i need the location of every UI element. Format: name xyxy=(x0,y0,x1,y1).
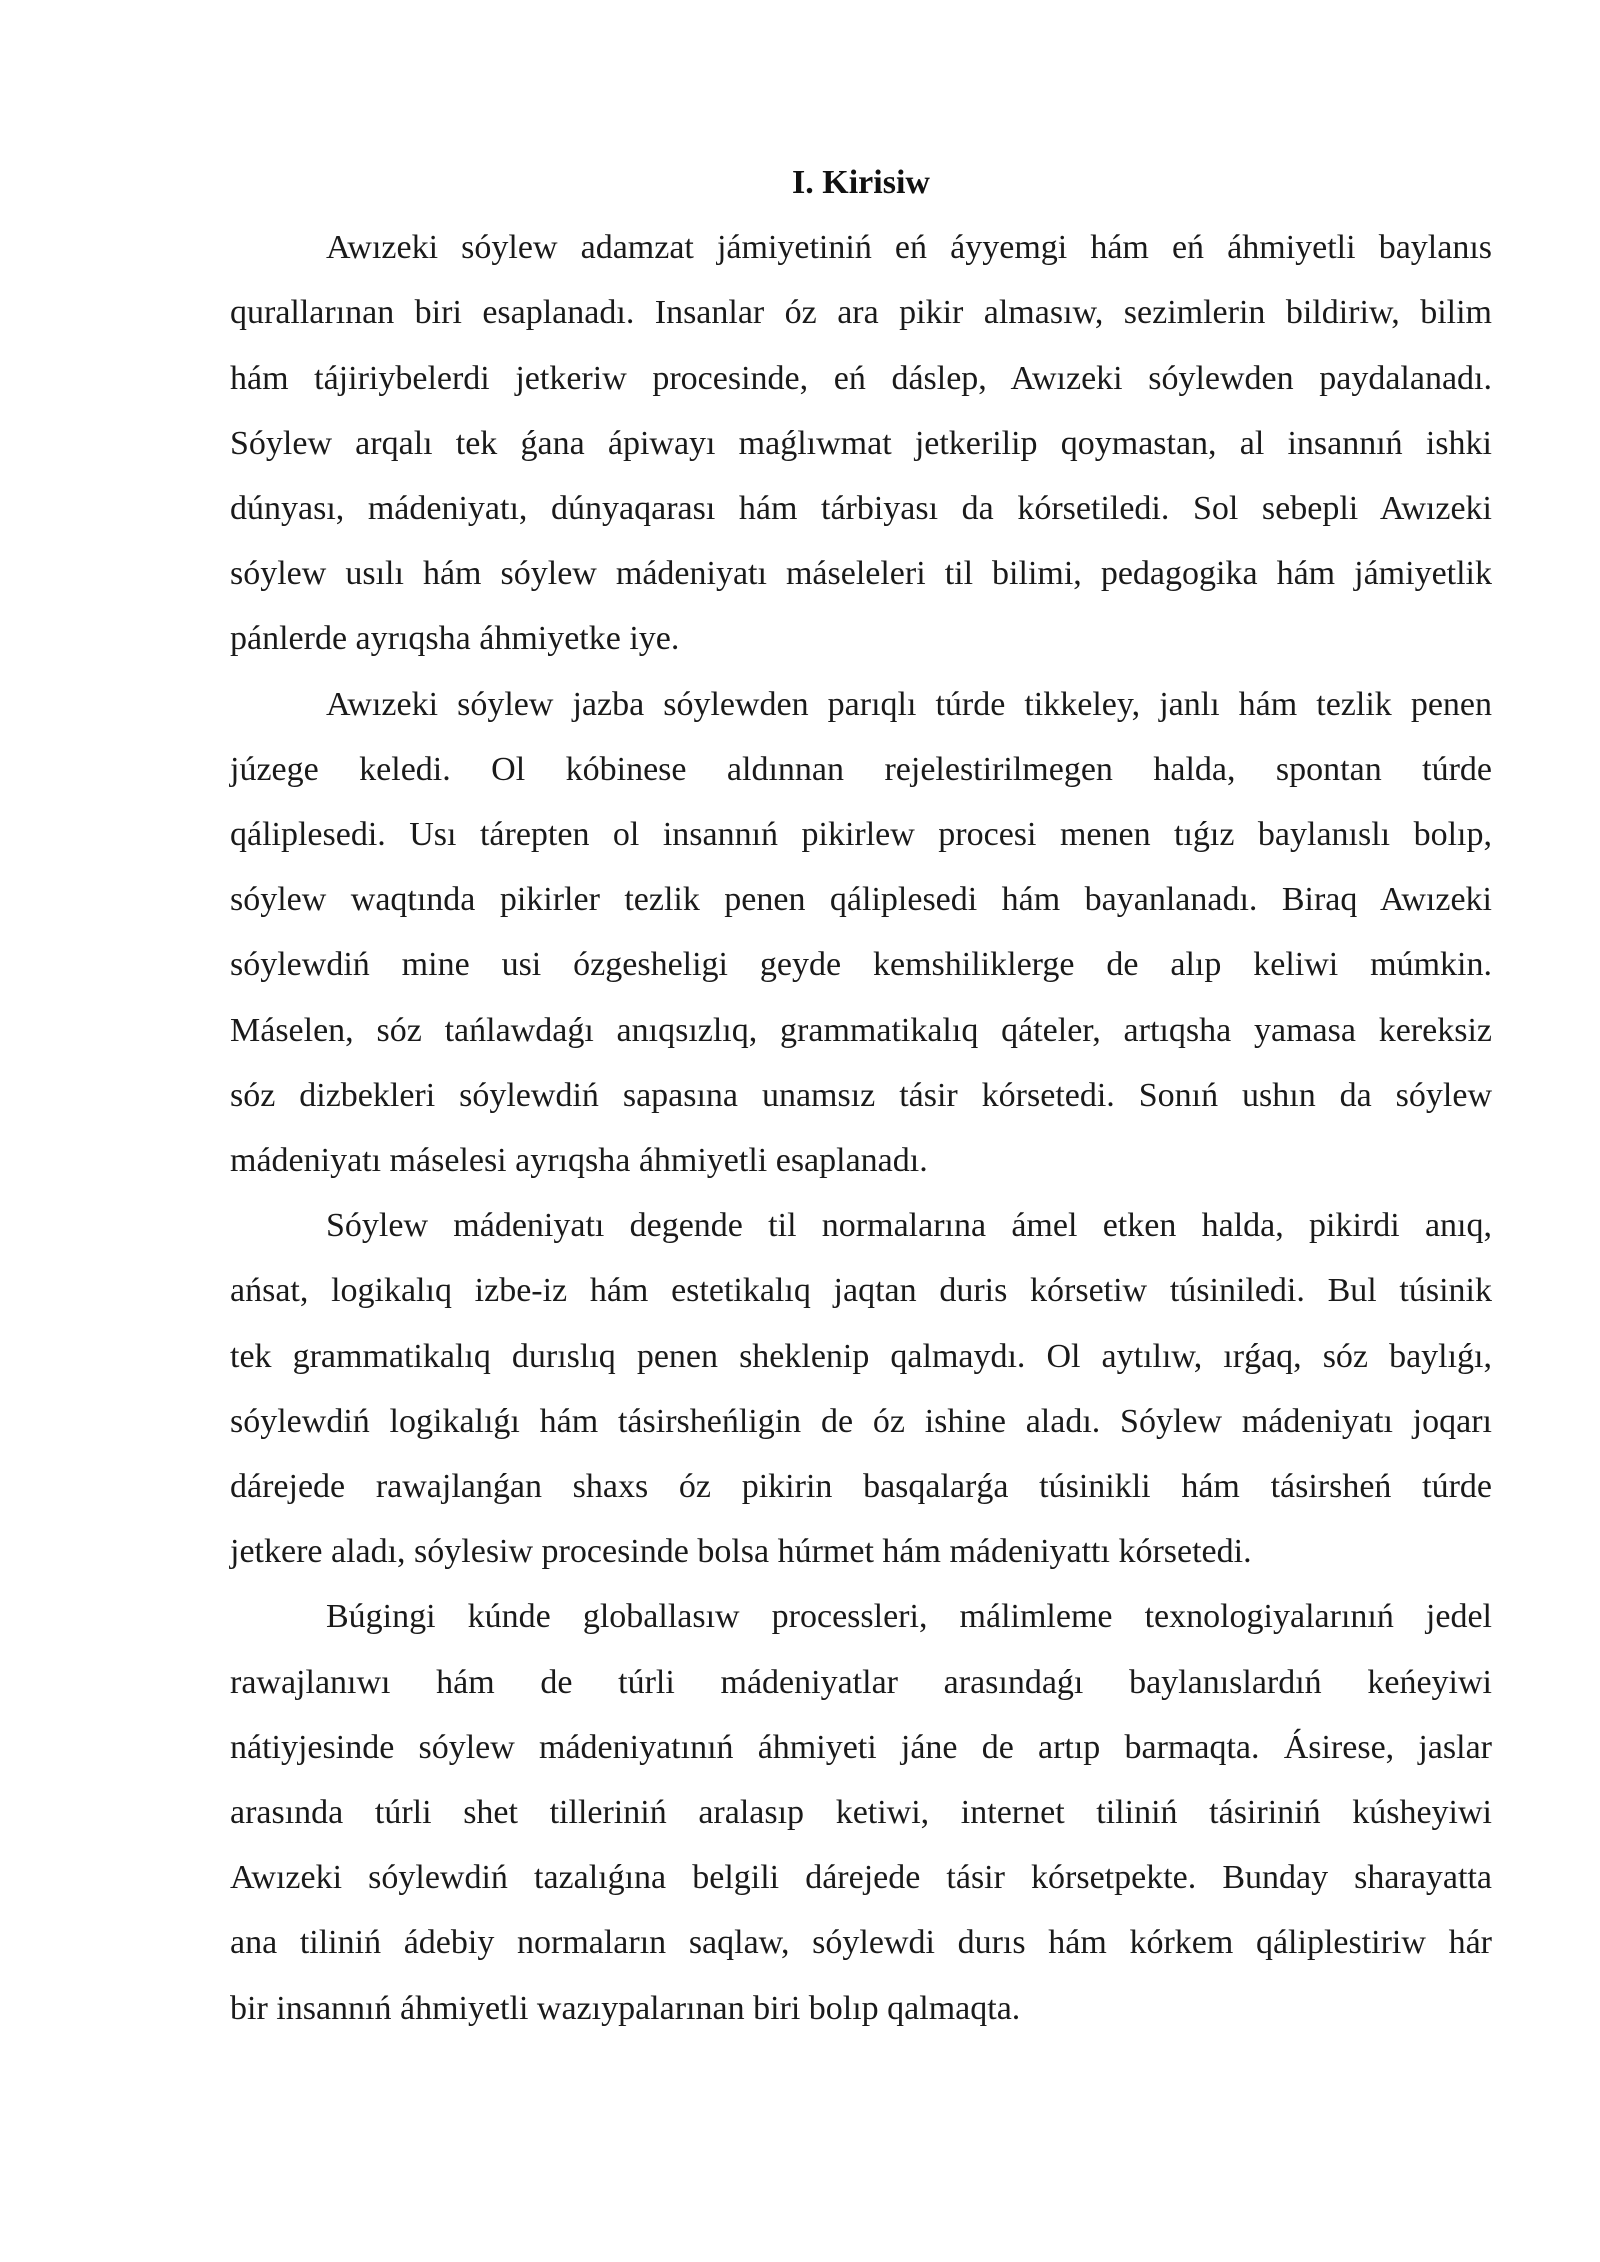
section-heading: I. Kirisiw xyxy=(792,164,930,201)
paragraph-line: qurallarınan biri esaplanadı. Insanlar óz ara pikir almasıw, sezimlerin bildiriw, bilim xyxy=(230,294,1492,332)
body-paragraph xyxy=(230,1584,1492,2040)
paragraph-line: jetkere aladı, sóylesiw procesinde bolsa húrmet hám mádeniyattı kórsetedi. xyxy=(230,1533,1252,1571)
paragraph-line: rawajlanıwı hám de túrli mádeniyatlar arasındaǵı baylanıslardıń keńeyiwi xyxy=(230,1663,1492,1701)
document-body xyxy=(230,150,1492,2041)
body-paragraph xyxy=(230,1193,1492,1584)
paragraph-line: Máselen, sóz tańlawdaǵı anıqsızlıq, grammatikalıq qáteler, artıqsha yamasa kereksiz xyxy=(230,1011,1492,1049)
paragraph-line: pánlerde ayrıqsha áhmiyetke iye. xyxy=(230,620,680,658)
paragraph-line: dárejede rawajlanǵan shaxs óz pikirin basqalarǵa túsinikli hám tásirsheń túrde xyxy=(230,1468,1492,1506)
paragraph-line: Búgingi kúnde globallasıw processleri, málimleme texnologiyalarınıń jedel xyxy=(326,1598,1492,1636)
paragraph-line: hám tájiriybelerdi jetkeriw procesinde, eń dáslep, Awızeki sóylewden paydalanadı. xyxy=(230,359,1492,397)
body-paragraph xyxy=(230,672,1492,1194)
paragraph-line: Sóylew arqalı tek ǵana ápiwayı maǵlıwmat jetkerilip qoymastan, al insannıń ishki xyxy=(230,424,1492,462)
paragraph-list xyxy=(230,215,1492,2041)
paragraph-line: sóylewdiń mine usi ózgesheligi geyde kemshiliklerge de alıp keliwi múmkin. xyxy=(230,946,1492,984)
paragraph-line: sóylew usılı hám sóylew mádeniyatı máseleleri til bilimi, pedagogika hám jámiyetlik xyxy=(230,555,1492,593)
paragraph-line: sóylew waqtında pikirler tezlik penen qáliplesedi hám bayanlanadı. Biraq Awızeki xyxy=(230,881,1492,919)
paragraph-line: nátiyjesinde sóylew mádeniyatınıń áhmiyeti jáne de artıp barmaqta. Ásirese, jaslar xyxy=(230,1728,1492,1766)
paragraph-line: júzege keledi. Ol kóbinese aldınnan rejelestirilmegen halda, spontan túrde xyxy=(230,750,1492,788)
paragraph-line: arasında túrli shet tilleriniń aralasıp ketiwi, internet tiliniń tásiriniń kúsheyiwi xyxy=(230,1794,1492,1832)
paragraph-line: mádeniyatı máselesi ayrıqsha áhmiyetli esaplanadı. xyxy=(230,1142,928,1180)
paragraph-line: dúnyası, mádeniyatı, dúnyaqarası hám tárbiyası da kórsetiledi. Sol sebepli Awızeki xyxy=(230,490,1492,528)
paragraph-line: Awızeki sóylewdiń tazalıǵına belgili dárejede tásir kórsetpekte. Bunday sharayatta xyxy=(230,1859,1492,1897)
paragraph-line: qáliplesedi. Usı tárepten ol insannıń pikirlew procesi menen tıǵız baylanıslı bolıp, xyxy=(230,816,1492,854)
paragraph-line: bir insannıń áhmiyetli wazıypalarınan biri bolıp qalmaqta. xyxy=(230,1989,1021,2027)
paragraph-line: ańsat, logikalıq izbe-iz hám estetikalıq jaqtan duris kórsetiw túsiniledi. Bul túsinik xyxy=(230,1272,1492,1310)
paragraph-line: sóylewdiń logikalıǵı hám tásirsheńligin de óz ishine aladı. Sóylew mádeniyatı joqarı xyxy=(230,1402,1492,1440)
paragraph-line: ana tiliniń ádebiy normaların saqlaw, sóylewdi durıs hám kórkem qáliplestiriw hár xyxy=(230,1924,1492,1962)
paragraph-line: sóz dizbekleri sóylewdiń sapasına unamsız tásir kórsetedi. Sonıń ushın da sóylew xyxy=(230,1076,1492,1114)
paragraph-line: Awızeki sóylew jazba sóylewden parıqlı túrde tikkeley, janlı hám tezlik penen xyxy=(326,685,1492,723)
body-paragraph xyxy=(230,215,1492,671)
paragraph-line: Awızeki sóylew adamzat jámiyetiniń eń áyyemgi hám eń áhmiyetli baylanıs xyxy=(326,229,1492,267)
paragraph-line: tek grammatikalıq durıslıq penen sheklenip qalmaydı. Ol aytılıw, ırǵaq, sóz baylıǵı, xyxy=(230,1337,1492,1375)
paragraph-line: Sóylew mádeniyatı degende til normalarına ámel etken halda, pikirdi anıq, xyxy=(326,1207,1492,1245)
